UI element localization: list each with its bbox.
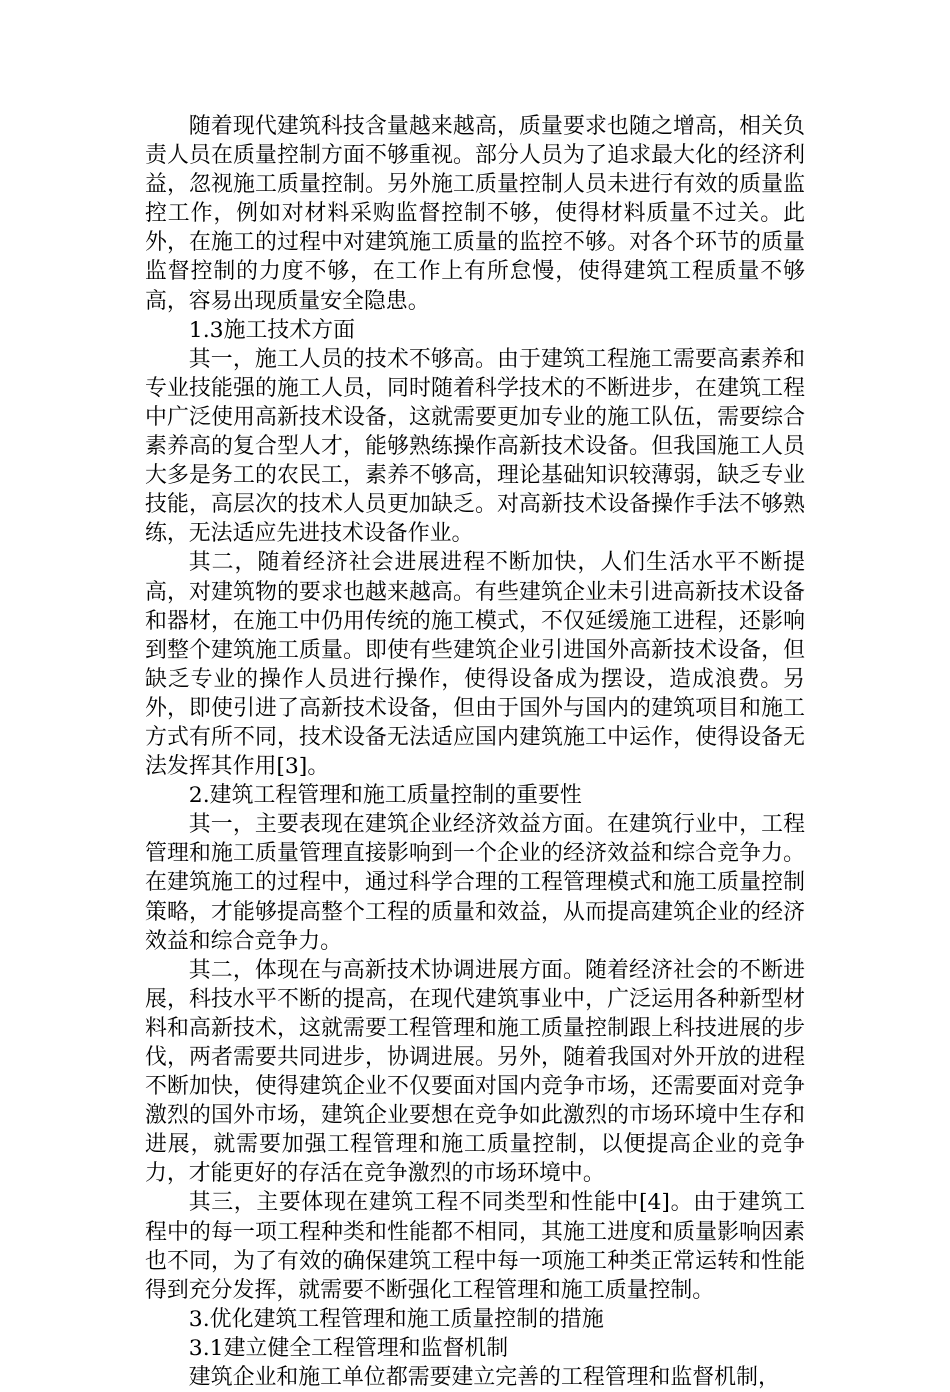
paragraph-mechanism-start: 建筑企业和施工单位都需要建立完善的工程管理和监督机制， <box>188 1365 780 1391</box>
document-page <box>145 112 805 1392</box>
heading-2-importance: 2.建筑工程管理和施工质量控制的重要性 <box>188 783 582 809</box>
paragraph-economic-benefit: 其一，主要表现在建筑企业经济效益方面。在建筑行业中，工程管理和施工质量管理直接影响到一个企业的经济效益和综合竞争力。在建筑施工的过程中，通过科学合理的工程管理模式和施工质量控制策略，才能够提高整个工程的质量和效益，从而提高建筑企业的经济效益和综合竞争力。 <box>145 812 805 954</box>
heading-3-1-supervision-mechanism: 3.1建立健全工程管理和监督机制 <box>188 1335 509 1361</box>
heading-1-3-construction-technology: 1.3施工技术方面 <box>188 317 355 343</box>
paragraph-technology-coordination: 其二，体现在与高新技术协调进展方面。随着经济社会的不断进展，科技水平不断的提高，在现代建筑事业中，广泛运用各种新型材料和高新技术，这就需要工程管理和施工质量控制跟上科技进展的步伐，两者需要共同进步，协调进展。另外，随着我国对外开放的进程不断加快，使得建筑企业不仅要面对国内竞争市场，还需要面对竞争激烈的国外市场，建筑企业要想在竞争如此激烈的市场环境中生存和进展，就需要加强工程管理和施工质量控制，以便提高企业的竞争力，才能更好的存活在竞争激烈的市场环境中。 <box>145 957 805 1187</box>
paragraph-project-types: 其三，主要体现在建筑工程不同类型和性能中[4]。由于建筑工程中的每一项工程种类和性能都不相同，其施工进度和质量影响因素也不同，为了有效的确保建筑工程中每一项施工种类正常运转和性能得到充分发挥，就需要不断强化工程管理和施工质量控制。 <box>145 1190 805 1303</box>
paragraph-quality-awareness: 随着现代建筑科技含量越来越高，质量要求也随之增高，相关负责人员在质量控制方面不够重视。部分人员为了追求最大化的经济利益，忽视施工质量控制。另外施工质量控制人员未进行有效的质量监控工作，例如对材料采购监督控制不够，使得材料质量不过关。此外，在施工的过程中对建筑施工质量的监控不够。对各个环节的质量监督控制的力度不够，在工作上有所怠慢，使得建筑工程质量不够高，容易出现质量安全隐患。 <box>145 114 805 314</box>
paragraph-worker-skills: 其一，施工人员的技术不够高。由于建筑工程施工需要高素养和专业技能强的施工人员，同时随着科学技术的不断进步，在建筑工程中广泛使用高新技术设备，这就需要更加专业的施工队伍，需要综合素养高的复合型人才，能够熟练操作高新技术设备。但我国施工人员大多是务工的农民工，素养不够高，理论基础知识较薄弱，缺乏专业技能，高层次的技术人员更加缺乏。对高新技术设备操作手法不够熟练，无法适应先进技术设备作业。 <box>145 346 805 547</box>
paragraph-equipment: 其二，随着经济社会进展进程不断加快，人们生活水平不断提高，对建筑物的要求也越来越高。有些建筑企业未引进高新技术设备和器材，在施工中仍用传统的施工模式，不仅延缓施工进程，还影响到整个建筑施工质量。即使有些建筑企业引进国外高新技术设备，但缺乏专业的操作人员进行操作，使得设备成为摆设，造成浪费。另外，即使引进了高新技术设备，但由于国外与国内的建筑项目和施工方式有所不同，技术设备无法适应国内建筑施工中运作，使得设备无法发挥其作用[3]。 <box>145 550 805 780</box>
heading-3-measures: 3.优化建筑工程管理和施工质量控制的措施 <box>188 1306 604 1332</box>
